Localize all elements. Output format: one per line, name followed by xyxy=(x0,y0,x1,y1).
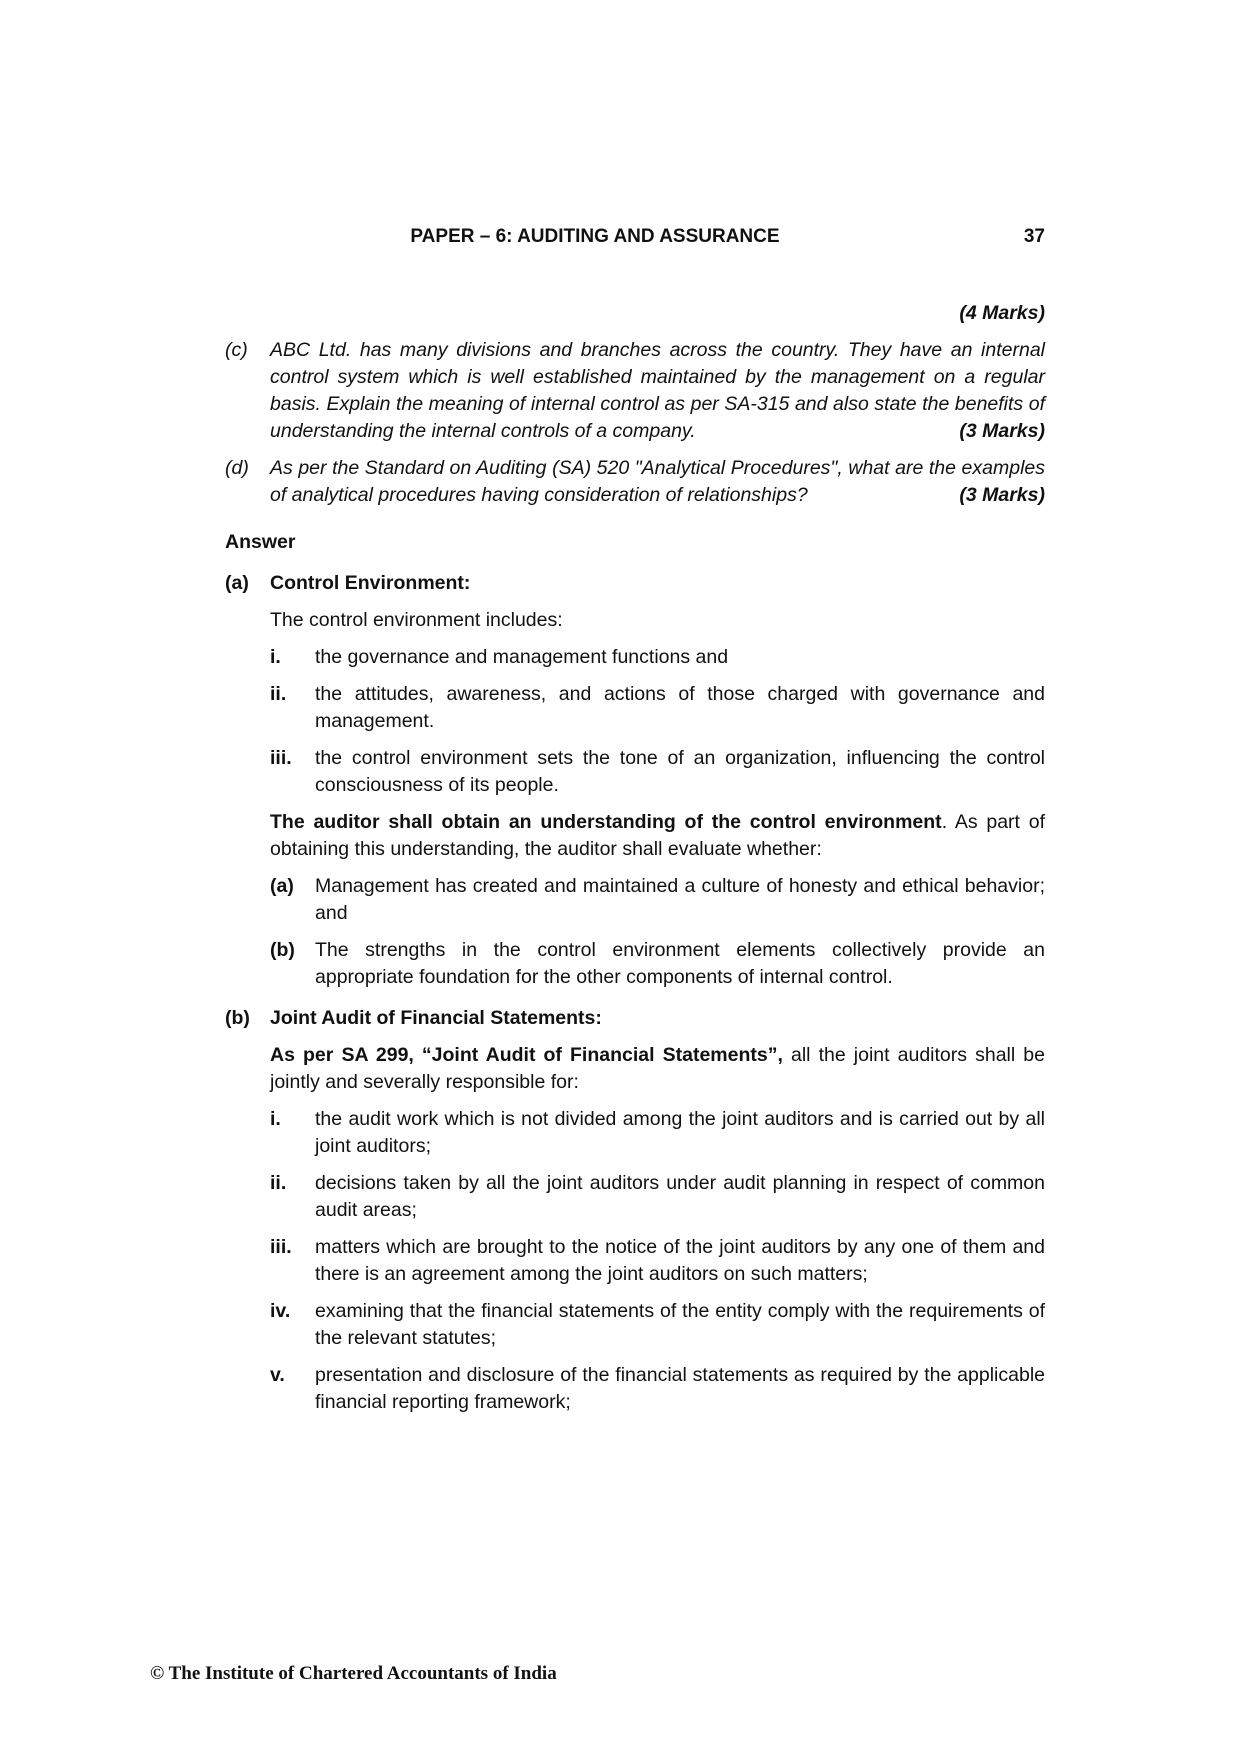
answer-section-a xyxy=(225,570,1045,991)
page-content xyxy=(225,300,1045,1416)
paragraph-bold: The auditor shall obtain an understanding of the control environment xyxy=(270,811,942,833)
list-item xyxy=(270,1298,1045,1352)
item-label: ii. xyxy=(270,1172,287,1194)
section-intro: The control environment includes: xyxy=(270,609,563,631)
answer-section-b xyxy=(225,1005,1045,1416)
question-c xyxy=(225,337,1045,445)
section-label: (a) xyxy=(225,572,249,594)
item-text: the control environment sets the tone of an organization, influencing the control consciousness of its people. xyxy=(315,747,1045,796)
section-paragraph xyxy=(270,1042,1045,1096)
item-text: matters which are brought to the notice of the joint auditors by any one of them and there is an agreement among the joint auditors on such matters; xyxy=(315,1236,1045,1285)
question-text: As per the Standard on Auditing (SA) 520 "Analytical Procedures", what are the examples of analytical procedures having consideration of relationships? xyxy=(270,457,1045,506)
copyright-footer: © The Institute of Chartered Accountants of India xyxy=(150,1663,557,1684)
item-label: i. xyxy=(270,1108,281,1130)
list-item xyxy=(270,644,1045,671)
page-number: 37 xyxy=(1023,226,1045,247)
section-label: (b) xyxy=(225,1007,250,1029)
item-label: v. xyxy=(270,1364,285,1386)
question-marks: (3 Marks) xyxy=(959,484,1045,506)
list-item xyxy=(270,745,1045,799)
list-item xyxy=(270,1362,1045,1416)
list-item xyxy=(270,873,1045,927)
item-label: (a) xyxy=(270,875,294,897)
page-header xyxy=(225,226,1045,252)
previous-marks: (4 Marks) xyxy=(959,302,1045,324)
list-item xyxy=(270,681,1045,735)
question-marks: (3 Marks) xyxy=(959,420,1045,442)
paragraph-text: all the joint auditors shall be jointly and severally responsible for: xyxy=(270,1044,1045,1093)
section-heading: Joint Audit of Financial Statements: xyxy=(270,1007,602,1029)
item-label: iii. xyxy=(270,747,292,769)
item-text: decisions taken by all the joint auditors under audit planning in respect of common audit areas; xyxy=(315,1172,1045,1221)
question-label: (c) xyxy=(225,339,248,361)
item-text: the audit work which is not divided among the joint auditors and is carried out by all joint auditors; xyxy=(315,1108,1045,1157)
item-label: i. xyxy=(270,646,281,668)
list-item xyxy=(270,1234,1045,1288)
paragraph-bold: As per SA 299, “Joint Audit of Financial Statements”, xyxy=(270,1044,783,1066)
item-label: (b) xyxy=(270,939,295,961)
question-label: (d) xyxy=(225,457,249,479)
item-text: examining that the financial statements of the entity comply with the requirements of the relevant statutes; xyxy=(315,1300,1045,1349)
item-text: The strengths in the control environment elements collectively provide an appropriate foundation for the other components of internal control. xyxy=(315,939,1045,988)
item-label: ii. xyxy=(270,683,287,705)
item-label: iv. xyxy=(270,1300,291,1322)
item-text: the governance and management functions and xyxy=(315,646,729,668)
paragraph-text: . As part of obtaining this understanding, the auditor shall evaluate whether: xyxy=(270,811,1046,860)
question-text: ABC Ltd. has many divisions and branches across the country. They have an internal control system which is well established maintained by the management on a regular basis. Explain the meaning of internal control as per SA-315 and also state the benefits of understanding the internal controls of a company. xyxy=(270,339,1045,442)
item-text: Management has created and maintained a culture of honesty and ethical behavior; and xyxy=(315,875,1045,924)
paper-title: PAPER – 6: AUDITING AND ASSURANCE xyxy=(410,226,780,247)
item-text: the attitudes, awareness, and actions of those charged with governance and management. xyxy=(315,683,1045,732)
section-heading: Control Environment: xyxy=(270,572,471,594)
section-paragraph xyxy=(270,809,1045,863)
list-item xyxy=(270,1106,1045,1160)
list-item xyxy=(270,1170,1045,1224)
item-label: iii. xyxy=(270,1236,292,1258)
answer-heading: Answer xyxy=(225,531,296,553)
question-d xyxy=(225,455,1045,509)
list-item xyxy=(270,937,1045,991)
item-text: presentation and disclosure of the financial statements as required by the applicable financial reporting framework; xyxy=(315,1364,1045,1413)
